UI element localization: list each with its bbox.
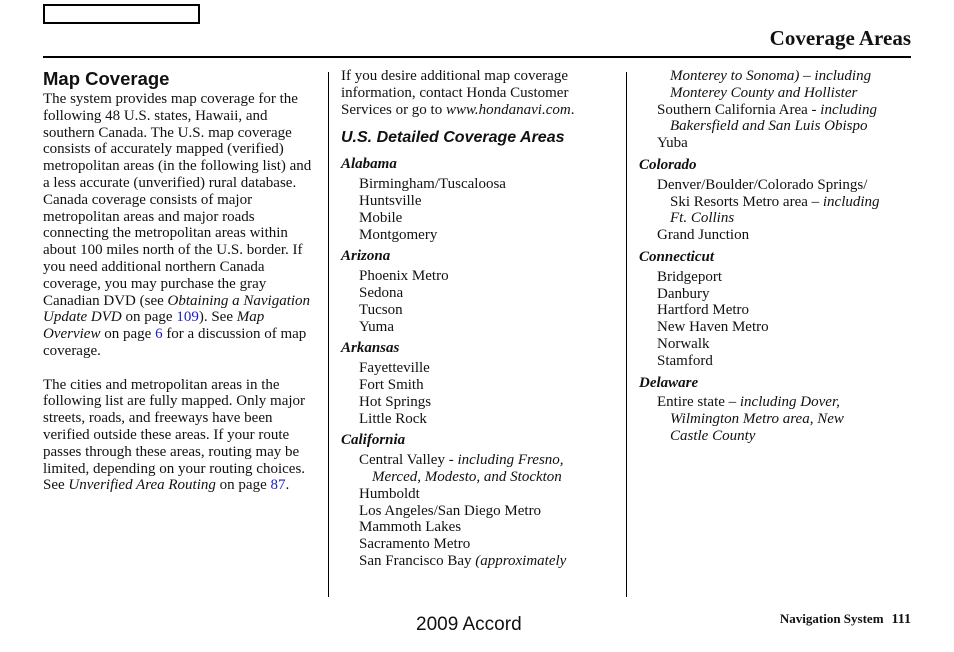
page-link-87[interactable]: 87 [270,477,286,494]
list-item: New Haven Metro [657,319,769,336]
list-item: Mobile [359,209,403,226]
list-item: Southern California Area - including [657,101,877,118]
list-item: Humboldt [359,485,420,502]
page-title: Coverage Areas [769,26,911,50]
header-rule [43,56,911,58]
page-link-6[interactable]: 6 [155,326,163,343]
list-item-continuation: Ski Resorts Metro area – including [670,193,880,210]
list-item-continuation: Castle County [670,427,756,444]
list-item-continuation: Ft. Collins [670,210,735,227]
list-item-continuation: Wilmington Metro area, New [670,411,844,428]
honda-url[interactable]: www.hondanavi.com [445,101,571,118]
list-item: Central Valley - including Fresno, [359,452,564,469]
list-item: Yuba [657,135,688,152]
detailed-coverage-heading: U.S. Detailed Coverage Areas [341,129,565,147]
list-item: Los Angeles/San Diego Metro [359,502,542,519]
state-connecticut: Connecticut [639,248,715,265]
list-item: Yuma [359,318,394,335]
list-item: Grand Junction [657,227,750,244]
list-item: Phoenix Metro [359,268,449,285]
column-divider-1 [328,72,329,597]
list-item-continuation: Bakersfield and San Luis Obispo [670,118,868,135]
list-item: Stamford [657,352,713,369]
column-1 [43,68,315,494]
map-coverage-paragraph-2: The cities and metropolitan areas in the following list are fully mapped. Only major streets, roads, and freeways have been verified outside these areas. If your route passes through these areas, routing may be limited, depending on your routing choices. See Unverified Area Routing on page 87. [43,376,306,494]
map-coverage-heading: Map Coverage [43,68,170,89]
list-item: Entire state – including Dover, [657,394,840,411]
list-item: Norwalk [657,335,710,352]
section-tab-box [43,4,200,24]
list-item: Huntsville [359,192,422,209]
state-delaware: Delaware [639,374,699,391]
list-item: Hartford Metro [657,302,750,319]
list-item: Sacramento Metro [359,536,471,553]
page-link-109[interactable]: 109 [176,309,199,326]
list-item: Sedona [359,284,404,301]
state-arkansas: Arkansas [341,340,400,357]
list-item: Danbury [657,285,710,302]
footer-model: 2009 Accord [416,614,522,635]
list-item: Denver/Boulder/Colorado Springs/ [657,176,868,193]
list-item-continuation: Monterey to Sonoma) – including [670,68,872,84]
footer-section: Navigation System 111 [779,611,911,627]
state-alabama: Alabama [341,156,397,173]
list-item-continuation: Monterey County and Hollister [670,84,858,101]
list-item: Hot Springs [359,393,432,410]
list-item: Tucson [359,301,403,318]
list-item: Bridgeport [657,268,722,285]
list-item: Birmingham/Tuscaloosa [359,176,506,193]
list-item: Mammoth Lakes [359,519,462,536]
list-item: Fort Smith [359,376,424,393]
list-item-continuation: Merced, Modesto, and Stockton [372,468,562,485]
list-item: Little Rock [359,410,427,427]
list-item: Montgomery [359,226,438,243]
contact-paragraph: If you desire additional map coverage information, contact Honda Customer Services or go to www.hondanavi.com. [341,68,575,118]
state-arizona: Arizona [341,248,391,265]
list-item: San Francisco Bay (approximately [359,552,567,569]
map-coverage-paragraph-1: The system provides map coverage for the following 48 U.S. states, Hawaii, and southern Canada. The U.S. map coverage consists of accurately mapped (verified) metropolitan areas (in the following list) and a less accurate (unverified) rural database. Canada coverage consists of major metropolitan areas and major roads connecting the metropolitan areas within about 100 miles north of the U.S. border. If you need additional northern Canada coverage, you may purchase the gray Canadian DVD (see Obtaining a Navigation Update DVD on page 109). See Map Overview on page 6 for a discussion of map coverage. [43,91,312,359]
state-colorado: Colorado [639,156,697,173]
column-2 [341,68,611,570]
state-california: California [341,432,406,449]
column-divider-2 [626,72,627,597]
list-item: Fayetteville [359,360,430,377]
column-3 [639,68,911,445]
page-number: 111 [891,612,911,627]
